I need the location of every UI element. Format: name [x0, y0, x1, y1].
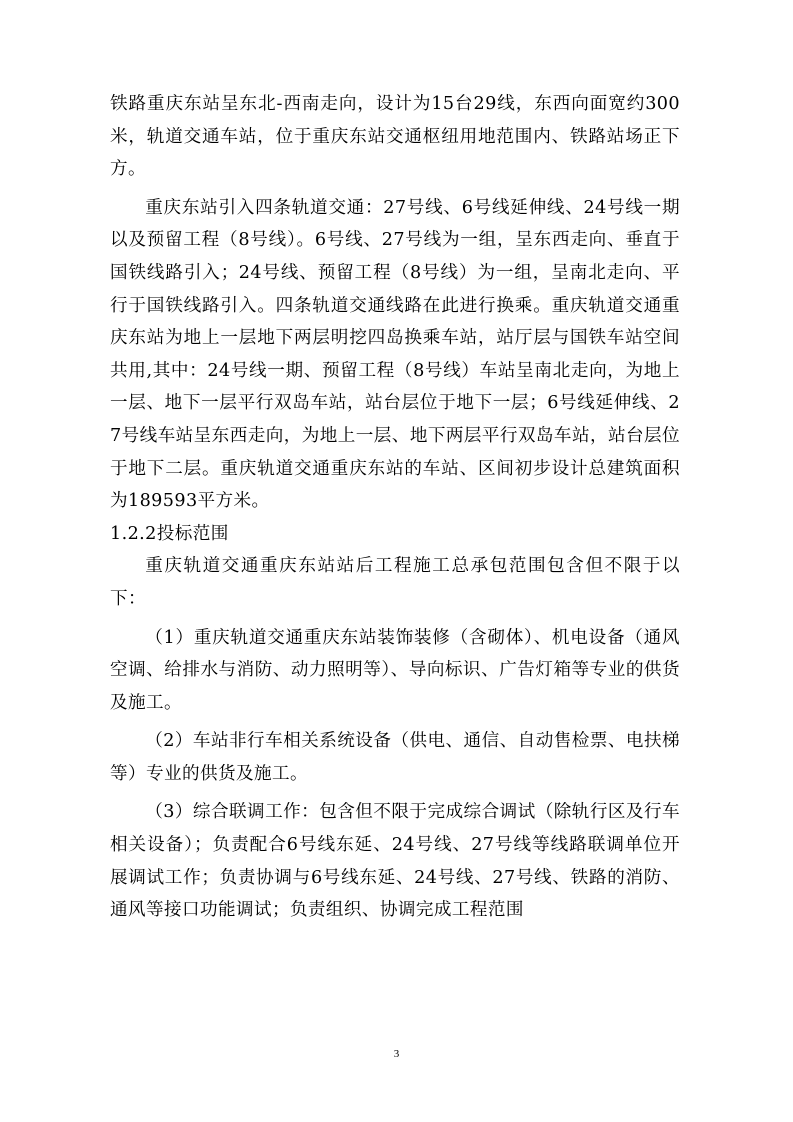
- paragraph-station-orientation: 铁路重庆东站呈东北-西南走向，设计为15台29线，东西向面宽约300米，轨道交通车站，位于重庆东站交通枢纽用地范围内、铁路站场正下方。: [110, 94, 680, 180]
- section-heading-bid-scope: 1.2.2投标范围: [110, 523, 229, 544]
- paragraph-scope-item-3: （3）综合联调工作：包含但不限于完成综合调试（除轨行区及行车相关设备）；负责配合6号线东延、24号线、27号线等线路联调单位开展调试工作；负责协调与6号线东延、24号线、27号线、铁路的消防、通风等接口功能调试；负责组织、协调完成工程范围: [110, 802, 680, 921]
- paragraph-scope-intro: 重庆轨道交通重庆东站站后工程施工总承包范围包含但不限于以下：: [110, 556, 680, 609]
- document-body: [110, 88, 680, 927]
- paragraph-rail-lines: 重庆东站引入四条轨道交通：27号线、6号线延伸线、24号线一期以及预留工程（8号线）。6号线、27号线为一组，呈东西走向、垂直于国铁线路引入；24号线、预留工程（8号线）为一组，呈南北走向、平行于国铁线路引入。四条轨道交通线路在此进行换乘。重庆轨道交通重庆东站为地上一层地下两层明挖四岛换乘车站，站厅层与国铁车站空间共用,其中：24号线一期、预留工程（8号线）车站呈南北走向，为地上一层、地下一层平行双岛车站，站台层位于地下一层；6号线延伸线、27号线车站呈东西走向，为地上一层、地下两层平行双岛车站，站台层位于地下二层。重庆轨道交通重庆东站的车站、区间初步设计总建筑面积为189593平方米。: [110, 197, 680, 512]
- page-number: 3: [393, 1048, 400, 1060]
- paragraph-scope-item-1: （1）重庆轨道交通重庆东站装饰装修（含砌体）、机电设备（通风空调、给排水与消防、动力照明等）、导向标识、广告灯箱等专业的供货及施工。: [110, 627, 680, 713]
- paragraph-scope-item-2: （2）车站非行车相关系统设备（供电、通信、自动售检票、电扶梯等）专业的供货及施工。: [110, 731, 680, 784]
